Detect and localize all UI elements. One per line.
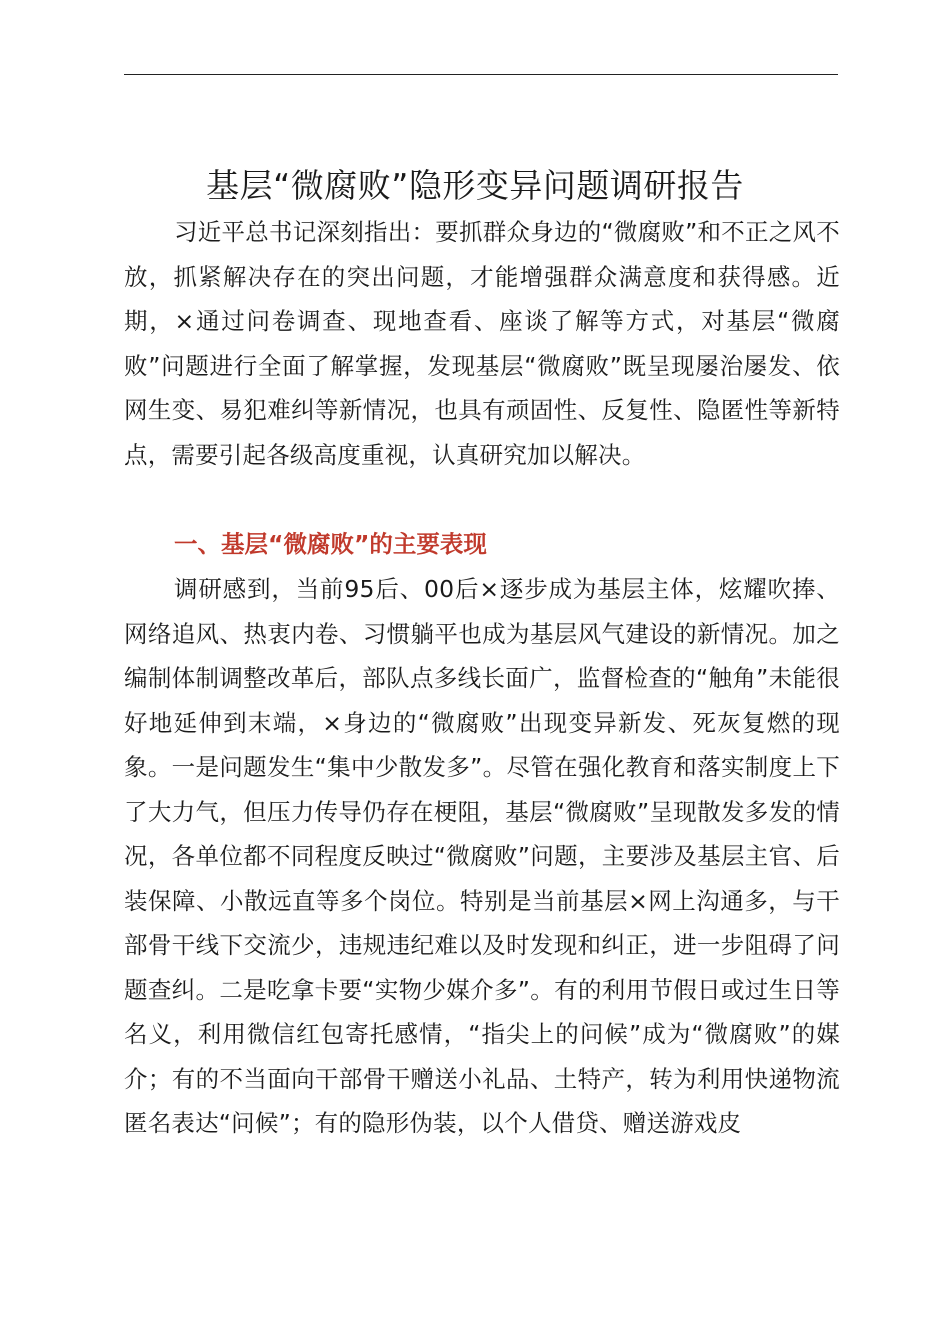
intro-paragraph: 习近平总书记深刻指出：要抓群众身边的“微腐败”和不正之风不放，抓紧解决存在的突出问题，才能增强群众满意度和获得感。近期，×通过问卷调查、现地查看、座谈了解等方式，对基层“微腐败”问题进行全面了解掌握，发现基层“微腐败”既呈现屡治屡发、依网生变、易犯难纠等新情况，也具有顽固性、反复性、隐匿性等新特点，需要引起各级高度重视，认真研究加以解决。 (124, 218, 840, 469)
section-heading-1: 一、基层“微腐败”的主要表现 (174, 530, 487, 558)
section-1-paragraph: 调研感到，当前95后、00后×逐步成为基层主体，炫耀吹捧、网络追风、热衷内卷、习惯躺平也成为基层风气建设的新情况。加之编制体制调整改革后，部队点多线长面广，监督检查的“触角”未能很好地延伸到末端，×身边的“微腐败”出现变异新发、死灰复燃的现象。一是问题发生“集中少散发多”。尽管在强化教育和落实制度上下了大力气，但压力传导仍存在梗阻，基层“微腐败”呈现散发多发的情况，各单位都不同程度反映过“微腐败”问题，主要涉及基层主官、后装保障、小散远直等多个岗位。特别是当前基层×网上沟通多，与干部骨干线下交流少，违规违纪难以及时发现和纠正，进一步阻碍了问题查纠。二是吃拿卡要“实物少媒介多”。有的利用节假日或过生日等名义，利用微信红包寄托感情，“指尖上的问候”成为“微腐败”的媒介；有的不当面向干部骨干赠送小礼品、土特产，转为利用快递物流匿名表达“问候”；有的隐形伪装，以个人借贷、赠送游戏皮 (124, 575, 840, 1137)
document-title: 基层“微腐败”隐形变异问题调研报告 (206, 166, 744, 206)
header-rule (124, 74, 838, 75)
